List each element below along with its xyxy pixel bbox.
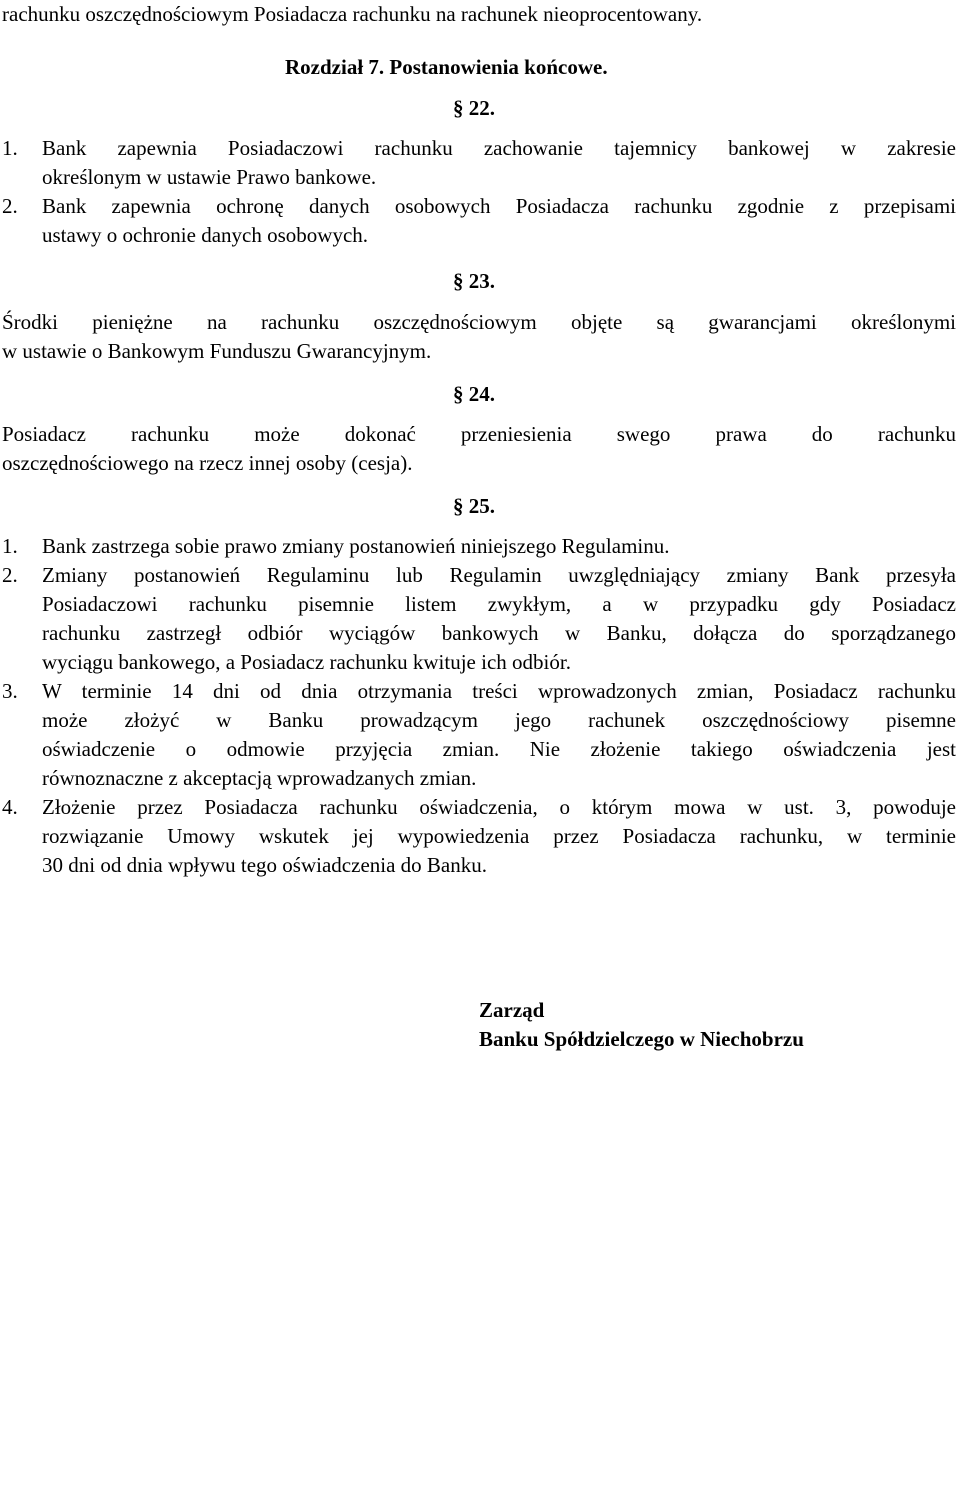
item-line: W terminie 14 dni od dnia otrzymania treści wprowadzonych zmian, Posiadacz rachunku [42, 679, 956, 703]
signature-line-2: Banku Spółdzielczego w Niechobrzu [479, 1027, 804, 1051]
item-number: 1. [2, 136, 18, 160]
paragraph-line: Posiadacz rachunku może dokonać przeniesienia swego prawa do rachunku [2, 422, 956, 446]
item-line: Bank zapewnia ochronę danych osobowych Posiadacza rachunku zgodnie z przepisami [42, 194, 956, 218]
item-number: 3. [2, 679, 18, 703]
item-line: Bank zastrzega sobie prawo zmiany postanowień niniejszego Regulaminu. [42, 534, 670, 558]
item-line: rozwiązanie Umowy wskutek jej wypowiedzenia przez Posiadacza rachunku, w terminie [42, 824, 956, 848]
item-line: może złożyć w Banku prowadzącym jego rachunek oszczędnościowy pisemne [42, 708, 956, 732]
chapter-title: Rozdział 7. Postanowienia końcowe. [285, 55, 608, 79]
item-number: 2. [2, 563, 18, 587]
section-24-heading: § 24. [453, 382, 495, 406]
item-line: 30 dni od dnia wpływu tego oświadczenia do Banku. [42, 853, 487, 877]
item-number: 1. [2, 534, 18, 558]
item-line: ustawy o ochronie danych osobowych. [42, 223, 369, 247]
section-24-paragraph [2, 420, 956, 478]
item-line: równoznaczne z akceptacją wprowadzanych zmian. [42, 766, 477, 790]
item-line: wyciągu bankowego, a Posiadacz rachunku kwituje ich odbiór. [42, 650, 571, 674]
item-line: Posiadaczowi rachunku pisemnie listem zwykłym, a w przypadku gdy Posiadacz [42, 592, 956, 616]
item-line: oświadczenie o odmowie przyjęcia zmian. Nie złożenie takiego oświadczenia jest [42, 737, 956, 761]
item-line: Zmiany postanowień Regulaminu lub Regulamin uwzględniający zmiany Bank przesyła [42, 563, 956, 587]
item-line: rachunku zastrzegł odbiór wyciągów bankowych w Banku, dołącza do sporządzanego [42, 621, 956, 645]
section-23-heading: § 23. [453, 269, 495, 293]
item-number: 2. [2, 194, 18, 218]
section-25-heading: § 25. [453, 494, 495, 518]
continued-paragraph-line: rachunku oszczędnościowym Posiadacza rachunku na rachunek nieoprocentowany. [2, 2, 703, 26]
item-line: Bank zapewnia Posiadaczowi rachunku zachowanie tajemnicy bankowej w zakresie [42, 136, 956, 160]
paragraph-line: oszczędnościowego na rzecz innej osoby (cesja). [2, 451, 413, 475]
signature-line-1: Zarząd [479, 998, 545, 1022]
item-line: Złożenie przez Posiadacza rachunku oświadczenia, o którym mowa w ust. 3, powoduje [42, 795, 956, 819]
section-23-paragraph [2, 308, 956, 366]
item-number: 4. [2, 795, 18, 819]
section-22-heading: § 22. [453, 96, 495, 120]
paragraph-line: w ustawie o Bankowym Funduszu Gwarancyjnym. [2, 339, 432, 363]
item-line: określonym w ustawie Prawo bankowe. [42, 165, 377, 189]
paragraph-line: Środki pieniężne na rachunku oszczędnościowym objęte są gwarancjami określonymi [2, 310, 956, 334]
